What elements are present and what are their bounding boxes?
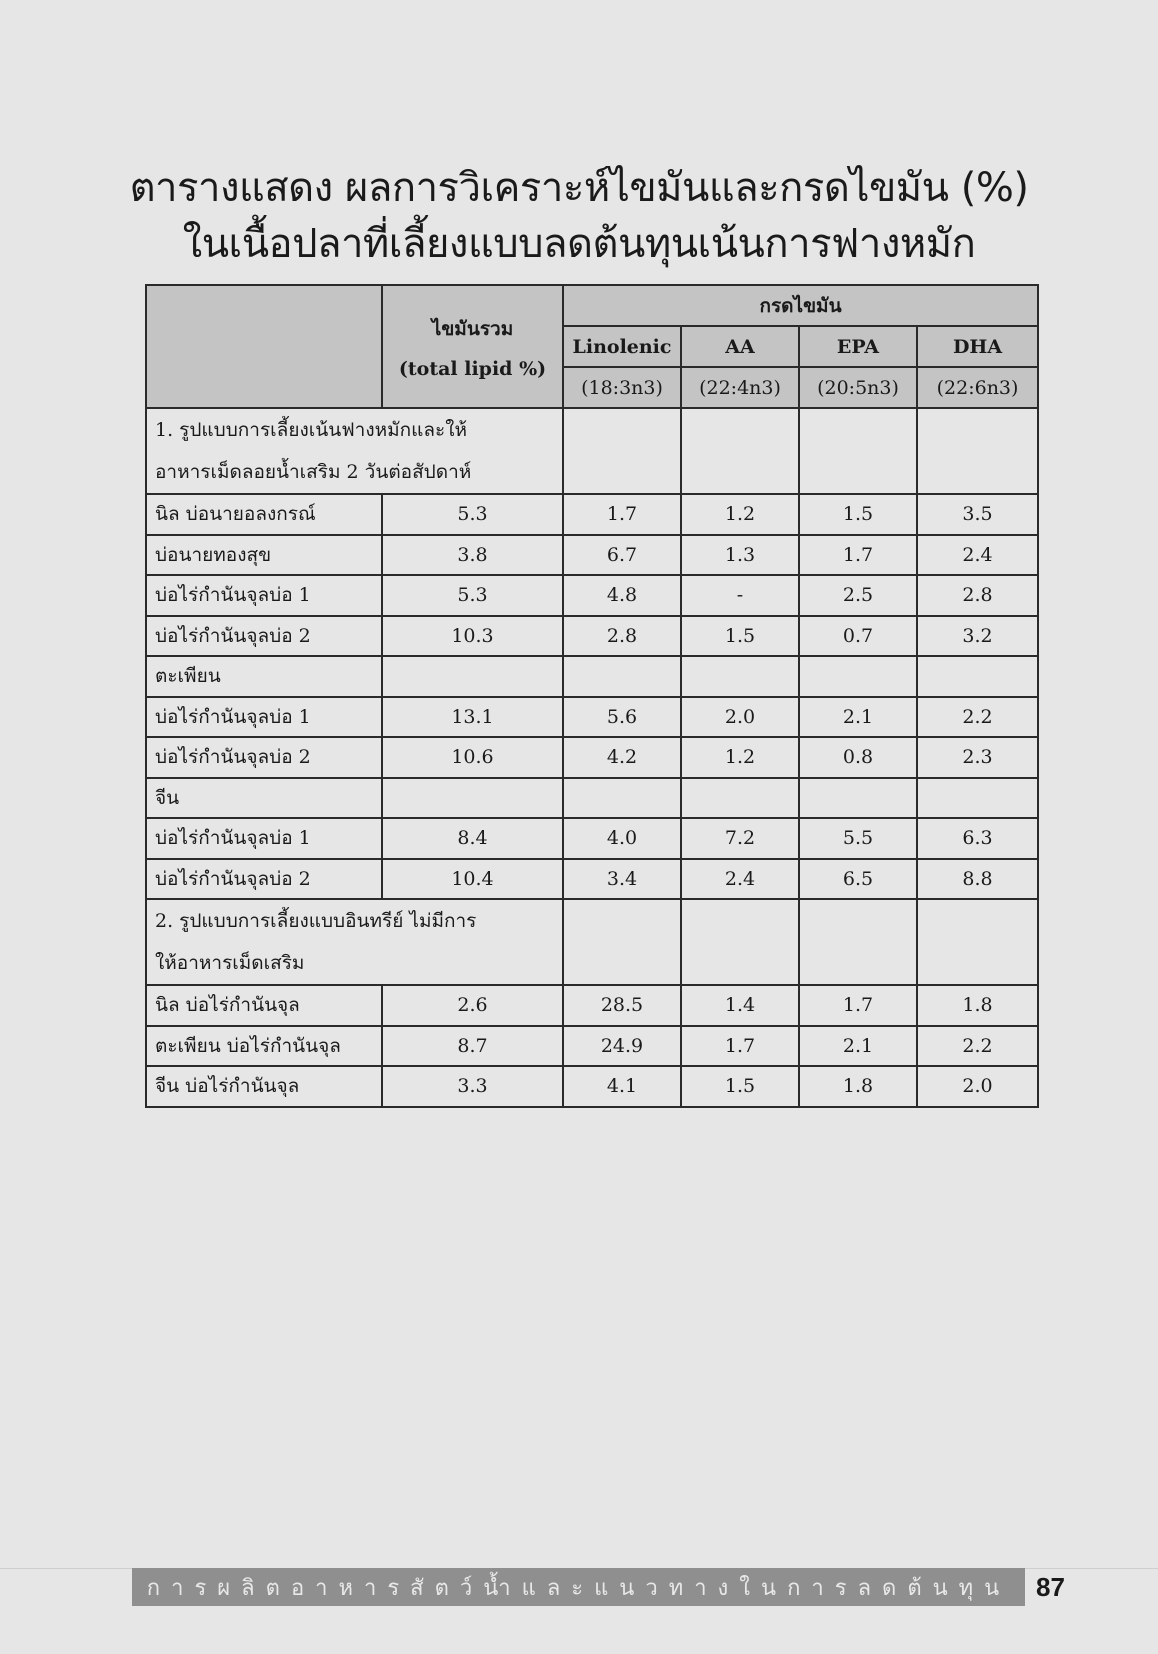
header-blank-cell [146, 285, 382, 408]
empty-cell [917, 408, 1038, 494]
section-2-line-2: ให้อาหารเม็ดเสริม [155, 952, 305, 974]
linolenic-cell: 3.4 [563, 859, 681, 900]
aa-cell: 1.5 [681, 1066, 799, 1107]
dha-cell: 6.3 [917, 818, 1038, 859]
epa-cell: 1.5 [799, 494, 917, 535]
empty-cell [563, 408, 681, 494]
linolenic-cell: 4.8 [563, 575, 681, 616]
title-line-2: ในเนื้อปลาที่เลี้ยงแบบลดต้นทุนเน้นการฟางหมัก [182, 221, 976, 267]
dha-cell: 2.8 [917, 575, 1038, 616]
epa-cell: 6.5 [799, 859, 917, 900]
aa-cell: 2.4 [681, 859, 799, 900]
empty-cell [681, 899, 799, 985]
epa-cell: 1.7 [799, 985, 917, 1026]
dha-cell: 1.8 [917, 985, 1038, 1026]
table-row [146, 818, 1038, 859]
epa-cell: 2.1 [799, 1026, 917, 1067]
title-line-1: ตารางแสดง ผลการวิเคราะห์ไขมันและกรดไขมัน (%) [129, 165, 1029, 211]
empty-cell [917, 656, 1038, 697]
total-lipid-cell: 10.3 [382, 616, 563, 657]
empty-cell [563, 899, 681, 985]
total-lipid-english-label: (total lipid %) [398, 357, 547, 380]
table-row [146, 778, 1038, 819]
section-row [146, 899, 1038, 985]
table-row [146, 1066, 1038, 1107]
row-label: นิล บ่อนายอลงกรณ์ [146, 494, 382, 535]
total-lipid-cell: 3.3 [382, 1066, 563, 1107]
total-lipid-cell: 5.3 [382, 575, 563, 616]
linolenic-cell: 4.1 [563, 1066, 681, 1107]
dha-cell: 2.4 [917, 535, 1038, 576]
aa-cell: 1.2 [681, 494, 799, 535]
header-linolenic: Linolenic [563, 326, 681, 367]
aa-cell: 1.4 [681, 985, 799, 1026]
page-number: 87 [1036, 1572, 1065, 1602]
row-label: จีน บ่อไร่กำนันจุล [146, 1066, 382, 1107]
table-row [146, 697, 1038, 738]
empty-cell [799, 778, 917, 819]
dha-cell: 3.5 [917, 494, 1038, 535]
empty-cell [681, 656, 799, 697]
linolenic-cell: 24.9 [563, 1026, 681, 1067]
header-aa-formula: (22:4n3) [681, 367, 799, 408]
aa-cell: 2.0 [681, 697, 799, 738]
total-lipid-cell: 2.6 [382, 985, 563, 1026]
fat-analysis-table [145, 284, 1039, 1108]
section-row [146, 408, 1038, 494]
aa-cell: - [681, 575, 799, 616]
dha-cell: 8.8 [917, 859, 1038, 900]
table-row [146, 494, 1038, 535]
row-label: ตะเพียน บ่อไร่กำนันจุล [146, 1026, 382, 1067]
linolenic-cell: 5.6 [563, 697, 681, 738]
row-label: นิล บ่อไร่กำนันจุล [146, 985, 382, 1026]
total-lipid-thai-label: ไขมันรวม [431, 317, 514, 340]
empty-cell [917, 778, 1038, 819]
empty-cell [799, 656, 917, 697]
footer-title: การผลิตอาหารสัตว์น้ำและแนวทางในการลดต้นทุน [146, 1575, 1011, 1601]
dha-cell: 2.0 [917, 1066, 1038, 1107]
section-1-line-2: อาหารเม็ดลอยน้ำเสริม 2 วันต่อสัปดาห์ [155, 461, 472, 483]
linolenic-cell: 28.5 [563, 985, 681, 1026]
section-1-label [146, 408, 563, 494]
linolenic-cell: 6.7 [563, 535, 681, 576]
total-lipid-cell: 8.7 [382, 1026, 563, 1067]
epa-cell: 2.5 [799, 575, 917, 616]
dha-cell: 3.2 [917, 616, 1038, 657]
empty-cell [681, 778, 799, 819]
linolenic-cell: 2.8 [563, 616, 681, 657]
aa-cell: 1.7 [681, 1026, 799, 1067]
row-label: บ่อไร่กำนันจุลบ่อ 1 [146, 575, 382, 616]
linolenic-cell: 4.2 [563, 737, 681, 778]
linolenic-cell: 4.0 [563, 818, 681, 859]
total-lipid-cell: 13.1 [382, 697, 563, 738]
empty-cell [382, 778, 563, 819]
header-dha-formula: (22:6n3) [917, 367, 1038, 408]
epa-cell: 1.8 [799, 1066, 917, 1107]
row-label: ตะเพียน [146, 656, 382, 697]
epa-cell: 5.5 [799, 818, 917, 859]
row-label: บ่อไร่กำนันจุลบ่อ 2 [146, 737, 382, 778]
epa-cell: 0.8 [799, 737, 917, 778]
row-label: บ่อไร่กำนันจุลบ่อ 2 [146, 859, 382, 900]
empty-cell [382, 656, 563, 697]
total-lipid-cell: 8.4 [382, 818, 563, 859]
header-fatty-acid: กรดไขมัน [563, 285, 1038, 326]
footer-bar [132, 1568, 1025, 1606]
linolenic-cell: 1.7 [563, 494, 681, 535]
table-row [146, 575, 1038, 616]
header-dha: DHA [917, 326, 1038, 367]
dha-cell: 2.3 [917, 737, 1038, 778]
dha-cell: 2.2 [917, 1026, 1038, 1067]
row-label: จีน [146, 778, 382, 819]
header-epa-formula: (20:5n3) [799, 367, 917, 408]
empty-cell [799, 899, 917, 985]
dha-cell: 2.2 [917, 697, 1038, 738]
empty-cell [563, 656, 681, 697]
total-lipid-cell: 10.6 [382, 737, 563, 778]
row-label: บ่อไร่กำนันจุลบ่อ 2 [146, 616, 382, 657]
header-linolenic-formula: (18:3n3) [563, 367, 681, 408]
header-epa: EPA [799, 326, 917, 367]
section-1-line-1: 1. รูปแบบการเลี้ยงเน้นฟางหมักและให้ [155, 419, 468, 441]
page-title [0, 160, 1158, 272]
table-row [146, 985, 1038, 1026]
table-row [146, 859, 1038, 900]
epa-cell: 2.1 [799, 697, 917, 738]
table-row [146, 737, 1038, 778]
aa-cell: 1.2 [681, 737, 799, 778]
section-2-line-1: 2. รูปแบบการเลี้ยงแบบอินทรีย์ ไม่มีการ [155, 910, 477, 932]
empty-cell [917, 899, 1038, 985]
total-lipid-cell: 10.4 [382, 859, 563, 900]
empty-cell [799, 408, 917, 494]
aa-cell: 7.2 [681, 818, 799, 859]
table-row [146, 535, 1038, 576]
total-lipid-cell: 3.8 [382, 535, 563, 576]
header-total-lipid [382, 285, 563, 408]
table-row [146, 1026, 1038, 1067]
total-lipid-cell: 5.3 [382, 494, 563, 535]
row-label: บ่อไร่กำนันจุลบ่อ 1 [146, 818, 382, 859]
empty-cell [563, 778, 681, 819]
row-label: บ่อไร่กำนันจุลบ่อ 1 [146, 697, 382, 738]
aa-cell: 1.5 [681, 616, 799, 657]
epa-cell: 0.7 [799, 616, 917, 657]
epa-cell: 1.7 [799, 535, 917, 576]
header-aa: AA [681, 326, 799, 367]
empty-cell [681, 408, 799, 494]
aa-cell: 1.3 [681, 535, 799, 576]
row-label: บ่อนายทองสุข [146, 535, 382, 576]
section-2-label [146, 899, 563, 985]
table-row [146, 656, 1038, 697]
table-row [146, 616, 1038, 657]
